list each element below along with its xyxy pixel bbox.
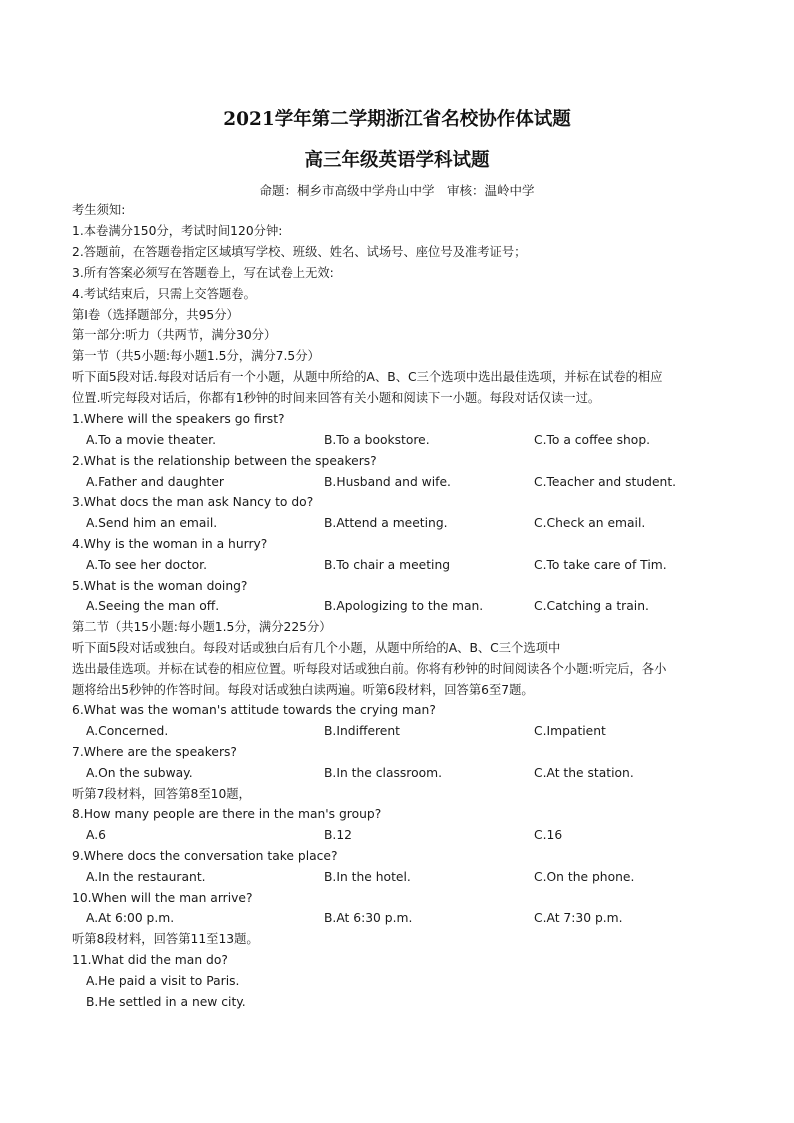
option-c: C.16 <box>534 828 563 842</box>
option-a: A.To a movie theater. <box>86 433 217 447</box>
notice-heading: 考生须知: <box>72 203 126 217</box>
section2-heading: 第二节（共15小题:每小题1.5分，满分225分） <box>72 620 332 634</box>
option-b: B.Indifferent <box>324 724 400 738</box>
option-c: C.To a coffee shop. <box>534 433 651 447</box>
part-heading: 第I卷（选择题部分，共95分） <box>72 308 239 322</box>
option-a: A.Father and daughter <box>86 475 224 489</box>
option-c: C.Check an email. <box>534 516 646 530</box>
option-c: C.Teacher and student. <box>534 475 677 489</box>
section1-instructions: 听下面5段对话.每段对话后有一个小题，从题中所给的A、B、C三个选项中选出最佳选项，并标在试卷的相应 <box>72 370 663 384</box>
section2-instructions: 选出最佳选项。并标在试卷的相应位置。听每段对话或独白前。你将有秒钟的时间阅读各个小题:听完后，各小 <box>72 662 667 676</box>
material-intro: 听第7段材料，回答第8至10题， <box>72 787 251 801</box>
section2-instructions: 题将给出5秒钟的作答时间。每段对话或独白读两遍。听第6段材料，回答第6至7题。 <box>72 683 534 697</box>
option-b: B.Apologizing to the man. <box>324 599 484 613</box>
option-b: B.At 6:30 p.m. <box>324 911 413 925</box>
question: 3.What docs the man ask Nancy to do? <box>72 495 314 509</box>
question: 2.What is the relationship between the speakers? <box>72 454 377 468</box>
notice-item: 1.本卷满分150分，考试时间120分钟: <box>72 224 283 238</box>
option-b: B.12 <box>324 828 352 842</box>
option-a: A.To see her doctor. <box>86 558 207 572</box>
option-c: C.On the phone. <box>534 870 635 884</box>
option-a: A.At 6:00 p.m. <box>86 911 175 925</box>
option-c: C.To take care of Tim. <box>534 558 667 572</box>
option-b: B.In the hotel. <box>324 870 411 884</box>
option-a: A.In the restaurant. <box>86 870 206 884</box>
notice-item: 2.答题前，在答题卷指定区域填写学校、班级、姓名、试场号、座位号及准考证号； <box>72 245 527 259</box>
notice-item: 4.考试结束后，只需上交答题卷。 <box>72 287 256 301</box>
section1-heading: 第一节（共5小题:每小题1.5分，满分7.5分） <box>72 349 320 363</box>
byline: 命题：桐乡市高级中学舟山中学 审核：温岭中学 <box>259 183 535 198</box>
option-c: C.Catching a train. <box>534 599 649 613</box>
option-a: A.Concerned. <box>86 724 169 738</box>
question: 5.What is the woman doing? <box>72 579 248 593</box>
option-b: B.Husband and wife. <box>324 475 451 489</box>
option-c: C.At 7:30 p.m. <box>534 911 623 925</box>
option-c: C.Impatient <box>534 724 606 738</box>
exam-title: 2021学年第二学期浙江省名校协作体试题 <box>223 109 571 130</box>
option-b: B.In the classroom. <box>324 766 443 780</box>
option-a: A.Send him an email. <box>86 516 218 530</box>
option-a: A.He paid a visit to Paris. <box>86 974 240 988</box>
option-b: B.He settled in a new city. <box>86 995 246 1009</box>
section2-instructions: 听下面5段对话或独白。每段对话或独白后有几个小题，从题中所给的A、B、C三个选项中 <box>72 641 561 655</box>
question: 7.Where are the speakers? <box>72 745 237 759</box>
question: 9.Where docs the conversation take place? <box>72 849 338 863</box>
notice-item: 3.所有答案必须写在答题卷上，写在试卷上无效: <box>72 266 334 280</box>
option-a: A.6 <box>86 828 106 842</box>
listening-heading: 第一部分:听力（共两节，满分30分） <box>72 328 277 342</box>
question: 6.What was the woman's attitude towards the crying man? <box>72 703 436 717</box>
option-b: B.To chair a meeting <box>324 558 451 572</box>
question: 10.When will the man arrive? <box>72 891 253 905</box>
section1-instructions: 位置.听完每段对话后，你都有1秒钟的时间来回答有关小题和阅读下一小题。每段对话仅读一过。 <box>72 391 601 405</box>
option-c: C.At the station. <box>534 766 634 780</box>
material-intro: 听第8段材料，回答第11至13题。 <box>72 932 259 946</box>
question: 1.Where will the speakers go first? <box>72 412 285 426</box>
question: 11.What did the man do? <box>72 953 228 967</box>
question: 8.How many people are there in the man's group? <box>72 807 382 821</box>
option-b: B.Attend a meeting. <box>324 516 448 530</box>
question: 4.Why is the woman in a hurry? <box>72 537 268 551</box>
option-b: B.To a bookstore. <box>324 433 430 447</box>
exam-subtitle: 高三年级英语学科试题 <box>304 150 490 171</box>
option-a: A.Seeing the man off. <box>86 599 220 613</box>
option-a: A.On the subway. <box>86 766 193 780</box>
